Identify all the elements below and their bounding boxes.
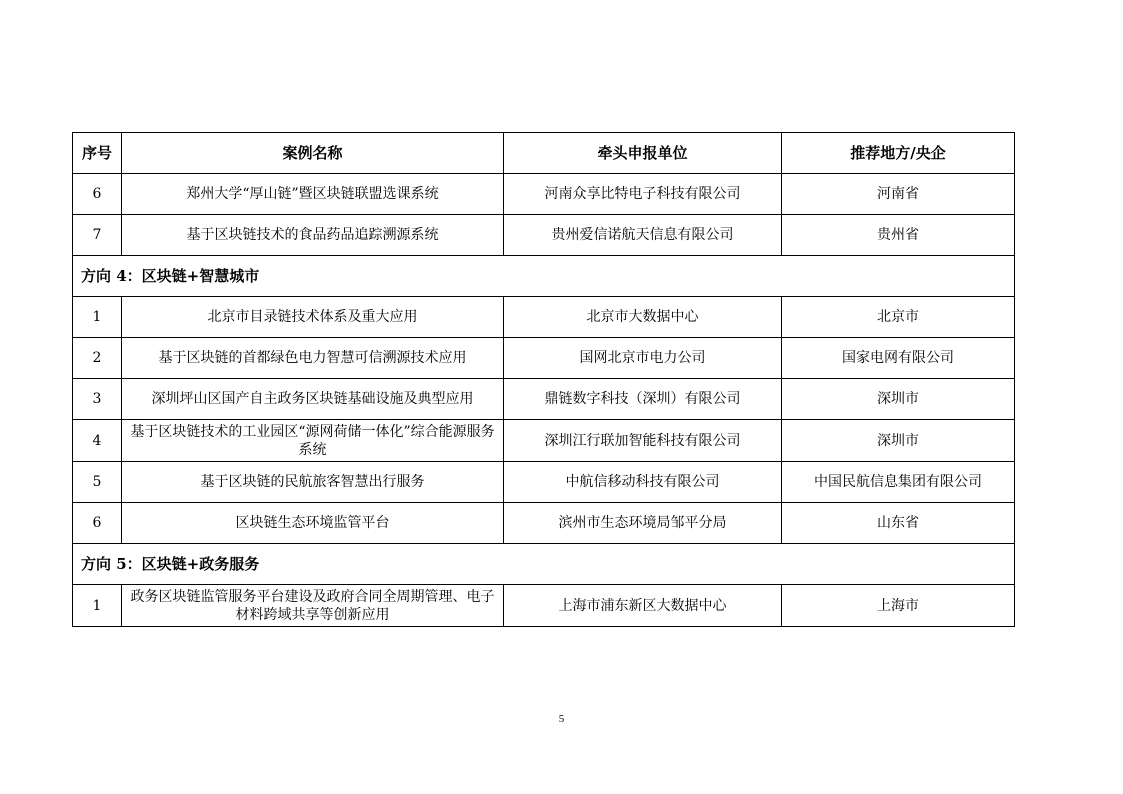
table-row	[73, 174, 1015, 215]
table-row	[73, 462, 1015, 503]
cell-no: 3	[73, 379, 122, 420]
section-title-smart-city: 方向 4：区块链+智慧城市	[73, 256, 1015, 297]
cell-recommender: 上海市	[782, 585, 1015, 627]
cell-case-name: 政务区块链监管服务平台建设及政府合同全周期管理、电子材料跨域共享等创新应用	[122, 585, 504, 627]
cell-lead-unit: 鼎链数字科技（深圳）有限公司	[504, 379, 782, 420]
cell-no: 2	[73, 338, 122, 379]
cell-case-name: 区块链生态环境监管平台	[122, 503, 504, 544]
cell-case-name: 北京市目录链技术体系及重大应用	[122, 297, 504, 338]
table-row	[73, 297, 1015, 338]
cell-lead-unit: 中航信移动科技有限公司	[504, 462, 782, 503]
cell-recommender: 山东省	[782, 503, 1015, 544]
cell-case-name: 郑州大学“厚山链”暨区块链联盟选课系统	[122, 174, 504, 215]
header-lead-unit: 牵头申报单位	[504, 133, 782, 174]
table-header-row	[73, 133, 1015, 174]
cell-lead-unit: 北京市大数据中心	[504, 297, 782, 338]
cell-case-name: 基于区块链技术的工业园区“源网荷储一体化”综合能源服务系统	[122, 420, 504, 462]
cell-no: 7	[73, 215, 122, 256]
cell-lead-unit: 滨州市生态环境局邹平分局	[504, 503, 782, 544]
cell-case-name: 基于区块链的首都绿色电力智慧可信溯源技术应用	[122, 338, 504, 379]
cell-no: 5	[73, 462, 122, 503]
table-row	[73, 420, 1015, 462]
cell-recommender: 中国民航信息集团有限公司	[782, 462, 1015, 503]
cell-no: 1	[73, 297, 122, 338]
table-row	[73, 585, 1015, 627]
cell-lead-unit: 贵州爱信诺航天信息有限公司	[504, 215, 782, 256]
cell-recommender: 北京市	[782, 297, 1015, 338]
cell-recommender: 河南省	[782, 174, 1015, 215]
section-title-government-service: 方向 5：区块链+政务服务	[73, 544, 1015, 585]
table-row	[73, 379, 1015, 420]
cell-case-name: 深圳坪山区国产自主政务区块链基础设施及典型应用	[122, 379, 504, 420]
header-case-name: 案例名称	[122, 133, 504, 174]
cell-no: 6	[73, 174, 122, 215]
header-recommender: 推荐地方/央企	[782, 133, 1015, 174]
cell-case-name: 基于区块链的民航旅客智慧出行服务	[122, 462, 504, 503]
section-header-row	[73, 256, 1015, 297]
cell-lead-unit: 河南众享比特电子科技有限公司	[504, 174, 782, 215]
cell-no: 1	[73, 585, 122, 627]
header-no: 序号	[73, 133, 122, 174]
cell-no: 6	[73, 503, 122, 544]
table-row	[73, 338, 1015, 379]
section-header-row	[73, 544, 1015, 585]
cell-recommender: 深圳市	[782, 379, 1015, 420]
cell-case-name: 基于区块链技术的食品药品追踪溯源系统	[122, 215, 504, 256]
table-row	[73, 215, 1015, 256]
page-number: 5	[558, 713, 565, 725]
cell-recommender: 贵州省	[782, 215, 1015, 256]
cell-lead-unit: 国网北京市电力公司	[504, 338, 782, 379]
case-table	[72, 132, 1015, 627]
cell-lead-unit: 上海市浦东新区大数据中心	[504, 585, 782, 627]
cell-recommender: 深圳市	[782, 420, 1015, 462]
cell-lead-unit: 深圳江行联加智能科技有限公司	[504, 420, 782, 462]
cell-recommender: 国家电网有限公司	[782, 338, 1015, 379]
cell-no: 4	[73, 420, 122, 462]
table-row	[73, 503, 1015, 544]
